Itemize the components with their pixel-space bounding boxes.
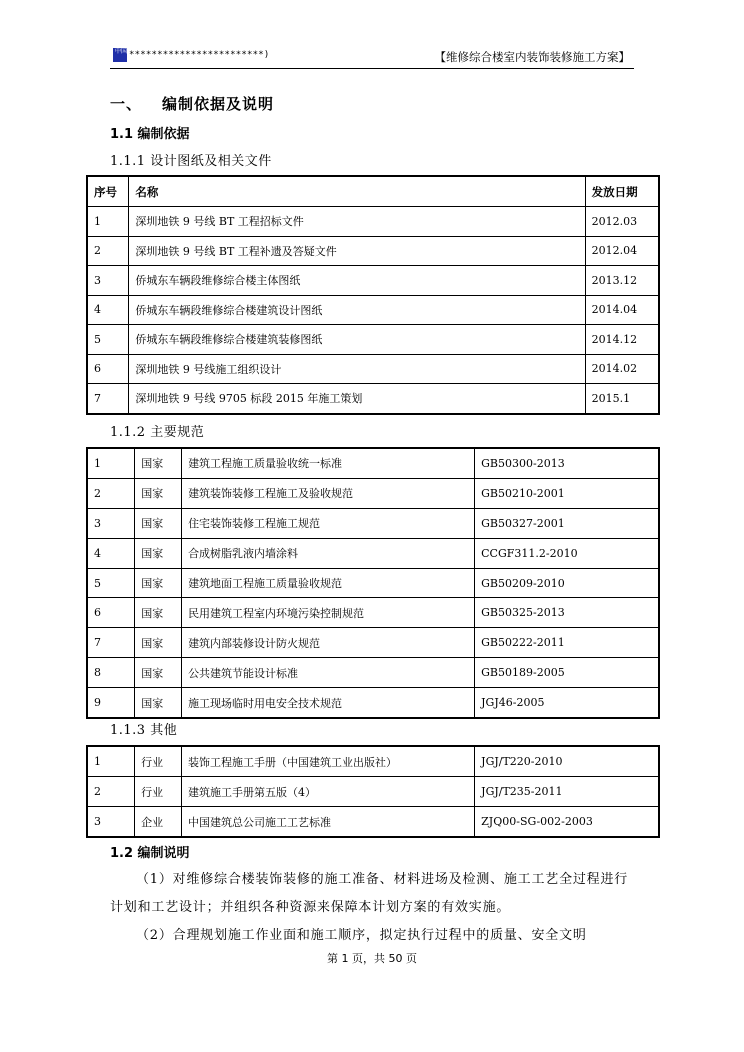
table-row [87, 325, 659, 355]
page-header [110, 46, 634, 68]
table-row [87, 236, 659, 266]
cell-date: 2015.1 [585, 384, 659, 414]
cell-date: 2013.12 [585, 266, 659, 296]
cell-index: 9 [87, 688, 135, 718]
company-logo-icon [113, 48, 127, 62]
cell-level: 国家 [135, 478, 182, 508]
cell-name: 深圳地铁 9 号线 9705 标段 2015 年施工策划 [129, 384, 585, 414]
cell-index: 2 [87, 478, 135, 508]
table-row [87, 538, 659, 568]
cell-name: 公共建筑节能设计标准 [182, 658, 475, 688]
table-row [87, 384, 659, 414]
cell-name: 深圳地铁 9 号线 BT 工程补遗及答疑文件 [129, 236, 585, 266]
table-row [87, 266, 659, 296]
cell-name: 中国建筑总公司施工工艺标准 [181, 807, 474, 838]
cell-index: 1 [87, 448, 135, 478]
header-left-text: ************************) [129, 50, 270, 60]
table-row [87, 658, 659, 688]
cell-name: 建筑内部装修设计防火规范 [182, 628, 475, 658]
table-header-row [87, 176, 659, 207]
cell-name: 侨城东车辆段维修综合楼建筑装修图纸 [129, 325, 585, 355]
table-row [87, 354, 659, 384]
cell-name: 深圳地铁 9 号线施工组织设计 [129, 354, 585, 384]
cell-level: 国家 [135, 688, 182, 718]
cell-code: GB50210-2001 [475, 478, 659, 508]
cell-index: 5 [87, 325, 129, 355]
header-cell-name: 名称 [129, 176, 585, 207]
cell-code: GB50222-2011 [475, 628, 659, 658]
cell-name: 装饰工程施工手册（中国建筑工业出版社） [181, 746, 474, 777]
cell-level: 国家 [135, 568, 182, 598]
cell-name: 民用建筑工程室内环境污染控制规范 [182, 598, 475, 628]
page-footer: 第 1 页，共 50 页 [327, 952, 417, 965]
logo-text: 中国 [115, 48, 128, 55]
cell-name: 侨城东车辆段维修综合楼主体图纸 [129, 266, 585, 296]
cell-date: 2014.02 [585, 354, 659, 384]
section-heading-1-1-1: 1.1.1 设计图纸及相关文件 [110, 154, 272, 169]
section-heading-1-2: 1.2 编制说明 [110, 846, 190, 861]
cell-level: 企业 [135, 807, 182, 838]
section-heading-1-1: 1.1 编制依据 [110, 127, 190, 142]
header-cell-index: 序号 [87, 176, 129, 207]
cell-index: 7 [87, 384, 129, 414]
cell-index: 3 [87, 508, 135, 538]
cell-name: 住宅装饰装修工程施工规范 [182, 508, 475, 538]
table-row [87, 448, 659, 478]
cell-name: 施工现场临时用电安全技术规范 [182, 688, 475, 718]
section-title: 编制依据及说明 [162, 95, 275, 113]
table-row [87, 688, 659, 718]
cell-index: 2 [87, 236, 129, 266]
cell-code: ZJQ00-SG-002-2003 [475, 807, 659, 838]
cell-index: 4 [87, 295, 129, 325]
cell-name: 建筑施工手册第五版（4） [181, 777, 474, 807]
cell-code: CCGF311.2-2010 [475, 538, 659, 568]
cell-index: 2 [87, 777, 135, 807]
cell-index: 1 [87, 207, 129, 237]
cell-name: 建筑地面工程施工质量验收规范 [182, 568, 475, 598]
cell-level: 国家 [135, 628, 182, 658]
header-title: 【维修综合楼室内装饰装修施工方案】 [434, 50, 630, 64]
cell-level: 国家 [135, 448, 182, 478]
cell-code: GB50327-2001 [475, 508, 659, 538]
cell-index: 4 [87, 538, 135, 568]
cell-code: GB50189-2005 [475, 658, 659, 688]
cell-name: 侨城东车辆段维修综合楼建筑设计图纸 [129, 295, 585, 325]
cell-index: 6 [87, 598, 135, 628]
cell-index: 5 [87, 568, 135, 598]
cell-code: GB50325-2013 [475, 598, 659, 628]
cell-name: 建筑装饰装修工程施工及验收规范 [182, 478, 475, 508]
cell-name: 建筑工程施工质量验收统一标准 [182, 448, 475, 478]
table-row [87, 746, 659, 777]
table-row [87, 628, 659, 658]
cell-index: 7 [87, 628, 135, 658]
section-number: 一、 [110, 95, 143, 113]
cell-date: 2012.03 [585, 207, 659, 237]
cell-code: GB50300-2013 [475, 448, 659, 478]
cell-level: 国家 [135, 538, 182, 568]
table-row [87, 777, 659, 807]
cell-date: 2014.04 [585, 295, 659, 325]
cell-code: GB50209-2010 [475, 568, 659, 598]
other-references-table [86, 745, 660, 838]
cell-index: 8 [87, 658, 135, 688]
paragraph-1: （1）对维修综合楼装饰装修的施工准备、材料进场及检测、施工工艺全过程进行计划和工艺设计；并组织各种资源来保障本计划方案的有效实施。 [110, 872, 629, 915]
cell-level: 国家 [135, 508, 182, 538]
cell-index: 3 [87, 266, 129, 296]
cell-index: 1 [87, 746, 135, 777]
table-row [87, 807, 659, 838]
cell-level: 国家 [135, 598, 182, 628]
cell-level: 行业 [135, 746, 182, 777]
section-heading-1-1-2: 1.1.2 主要规范 [110, 425, 205, 440]
paragraph-2: （2）合理规划施工作业面和施工顺序，拟定执行过程中的质量、安全文明 [136, 928, 587, 943]
cell-date: 2012.04 [585, 236, 659, 266]
cell-code: JGJ/T235-2011 [475, 777, 659, 807]
cell-level: 国家 [135, 658, 182, 688]
header-cell-date: 发放日期 [585, 176, 659, 207]
cell-index: 3 [87, 807, 135, 838]
cell-name: 合成树脂乳液内墙涂料 [182, 538, 475, 568]
cell-code: JGJ/T220-2010 [475, 746, 659, 777]
table-row [87, 295, 659, 325]
table-row [87, 568, 659, 598]
section-heading-1 [110, 93, 274, 114]
section-heading-1-1-3: 1.1.3 其他 [110, 723, 178, 738]
standards-table [86, 447, 660, 719]
header-divider [110, 68, 634, 69]
cell-name: 深圳地铁 9 号线 BT 工程招标文件 [129, 207, 585, 237]
cell-code: JGJ46-2005 [475, 688, 659, 718]
table-row [87, 598, 659, 628]
table-row [87, 508, 659, 538]
cell-level: 行业 [135, 777, 182, 807]
design-documents-table [86, 175, 660, 415]
table-row [87, 207, 659, 237]
cell-date: 2014.12 [585, 325, 659, 355]
table-row [87, 478, 659, 508]
cell-index: 6 [87, 354, 129, 384]
